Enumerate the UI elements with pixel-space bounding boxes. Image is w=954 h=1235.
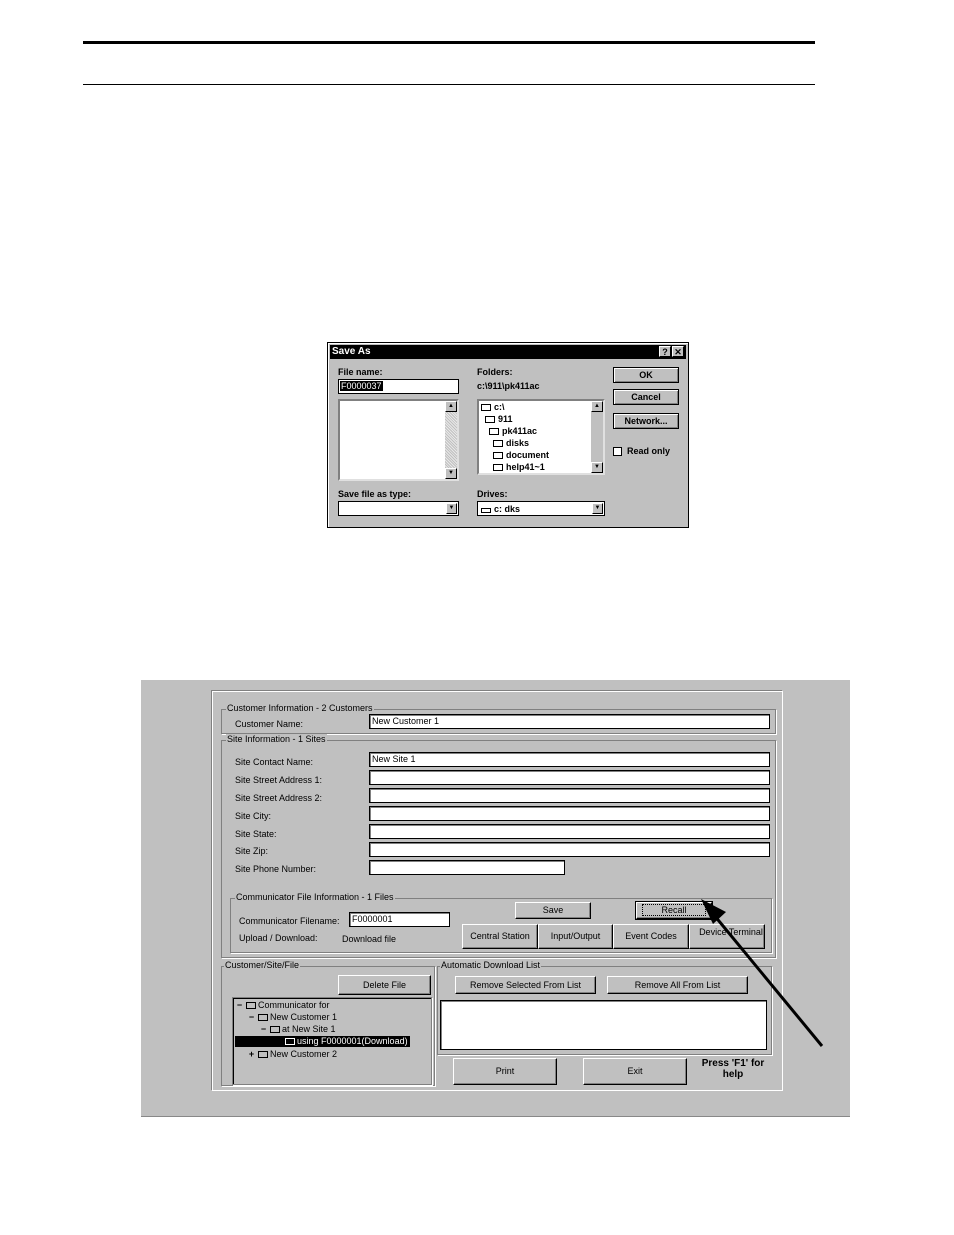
central-station-button[interactable]: Central Station <box>462 924 538 949</box>
automatic-download-group-label: Automatic Download List <box>441 960 541 970</box>
upload-download-value: Download file <box>342 934 397 944</box>
delete-file-button[interactable]: Delete File <box>338 975 431 995</box>
drives-label: Drives: <box>477 489 508 499</box>
site-contact-label: Site Contact Name: <box>235 757 314 767</box>
customer-site-file-group-label: Customer/Site/File <box>225 960 300 970</box>
scroll-up-icon[interactable]: ▲ <box>445 401 457 412</box>
event-codes-button[interactable]: Event Codes <box>613 924 689 949</box>
customer-name-input[interactable]: New Customer 1 <box>369 714 770 729</box>
tree-item[interactable]: − New Customer 1 <box>248 1012 338 1022</box>
folders-label: Folders: <box>477 367 513 377</box>
print-button[interactable]: Print <box>453 1058 557 1085</box>
folder-item[interactable]: 911 <box>485 414 513 424</box>
site-info-group-label: Site Information - 1 Sites <box>227 734 326 744</box>
communicator-filename-input[interactable]: F0000001 <box>349 912 450 927</box>
customer-info-group-label: Customer Information - 2 Customers <box>227 703 373 713</box>
save-button[interactable]: Save <box>515 902 591 919</box>
tree-item[interactable]: − at New Site 1 <box>260 1024 336 1034</box>
site-phone-label: Site Phone Number: <box>235 864 317 874</box>
tree-item-selected[interactable]: using F0000001(Download) <box>235 1036 410 1047</box>
read-only-label: Read only <box>627 446 671 456</box>
site-city-label: Site City: <box>235 811 272 821</box>
site-street1-label: Site Street Address 1: <box>235 775 323 785</box>
file-name-label: File name: <box>338 367 383 377</box>
remove-all-button[interactable]: Remove All From List <box>607 976 748 994</box>
file-name-value: F0000037 <box>341 381 382 391</box>
folder-item[interactable]: disks <box>493 438 529 448</box>
current-path: c:\911\pk411ac <box>477 381 540 391</box>
collapse-icon[interactable]: − <box>248 1012 255 1022</box>
site-contact-input[interactable]: New Site 1 <box>369 752 770 767</box>
recall-button-label: Recall <box>642 904 705 916</box>
chevron-down-icon[interactable]: ▼ <box>446 503 457 514</box>
communicator-file-group-label: Communicator File Information - 1 Files <box>236 892 394 902</box>
scroll-down-icon[interactable]: ▼ <box>445 468 457 479</box>
ok-button[interactable]: OK <box>613 367 679 383</box>
scroll-up-icon[interactable]: ▲ <box>591 401 603 412</box>
dialog-title: Save As <box>332 346 371 357</box>
network-button[interactable]: Network... <box>613 413 679 429</box>
save-type-label: Save file as type: <box>338 489 412 499</box>
folder-item[interactable]: pk411ac <box>489 426 537 436</box>
f1-help-text: Press 'F1' for help <box>701 1058 765 1080</box>
input-output-button[interactable]: Input/Output <box>538 924 613 949</box>
communicator-filename-label: Communicator Filename: <box>239 916 340 926</box>
folder-item[interactable]: help41~1 <box>493 462 545 472</box>
tree-item[interactable]: − Communicator for <box>236 1000 330 1010</box>
collapse-icon[interactable]: − <box>260 1024 267 1034</box>
close-icon[interactable]: ✕ <box>672 346 684 357</box>
drive-value: c: dks <box>481 504 520 514</box>
expand-icon[interactable]: + <box>248 1049 255 1059</box>
customer-name-label: Customer Name: <box>235 719 304 729</box>
collapse-icon[interactable]: − <box>236 1000 243 1010</box>
cancel-button[interactable]: Cancel <box>613 389 679 405</box>
help-icon[interactable]: ? <box>659 346 671 357</box>
site-street2-label: Site Street Address 2: <box>235 793 323 803</box>
chevron-down-icon[interactable]: ▼ <box>592 503 603 514</box>
remove-selected-button[interactable]: Remove Selected From List <box>455 976 596 994</box>
folder-item[interactable]: c:\ <box>481 402 505 412</box>
site-state-label: Site State: <box>235 829 277 839</box>
device-terminal-button[interactable]: Device Terminal <box>689 924 765 949</box>
tree-item[interactable]: + New Customer 2 <box>248 1049 338 1059</box>
scroll-down-icon[interactable]: ▼ <box>591 462 603 473</box>
upload-download-label: Upload / Download: <box>239 933 318 943</box>
site-zip-label: Site Zip: <box>235 846 269 856</box>
exit-button[interactable]: Exit <box>583 1058 687 1085</box>
folder-item[interactable]: document <box>493 450 549 460</box>
